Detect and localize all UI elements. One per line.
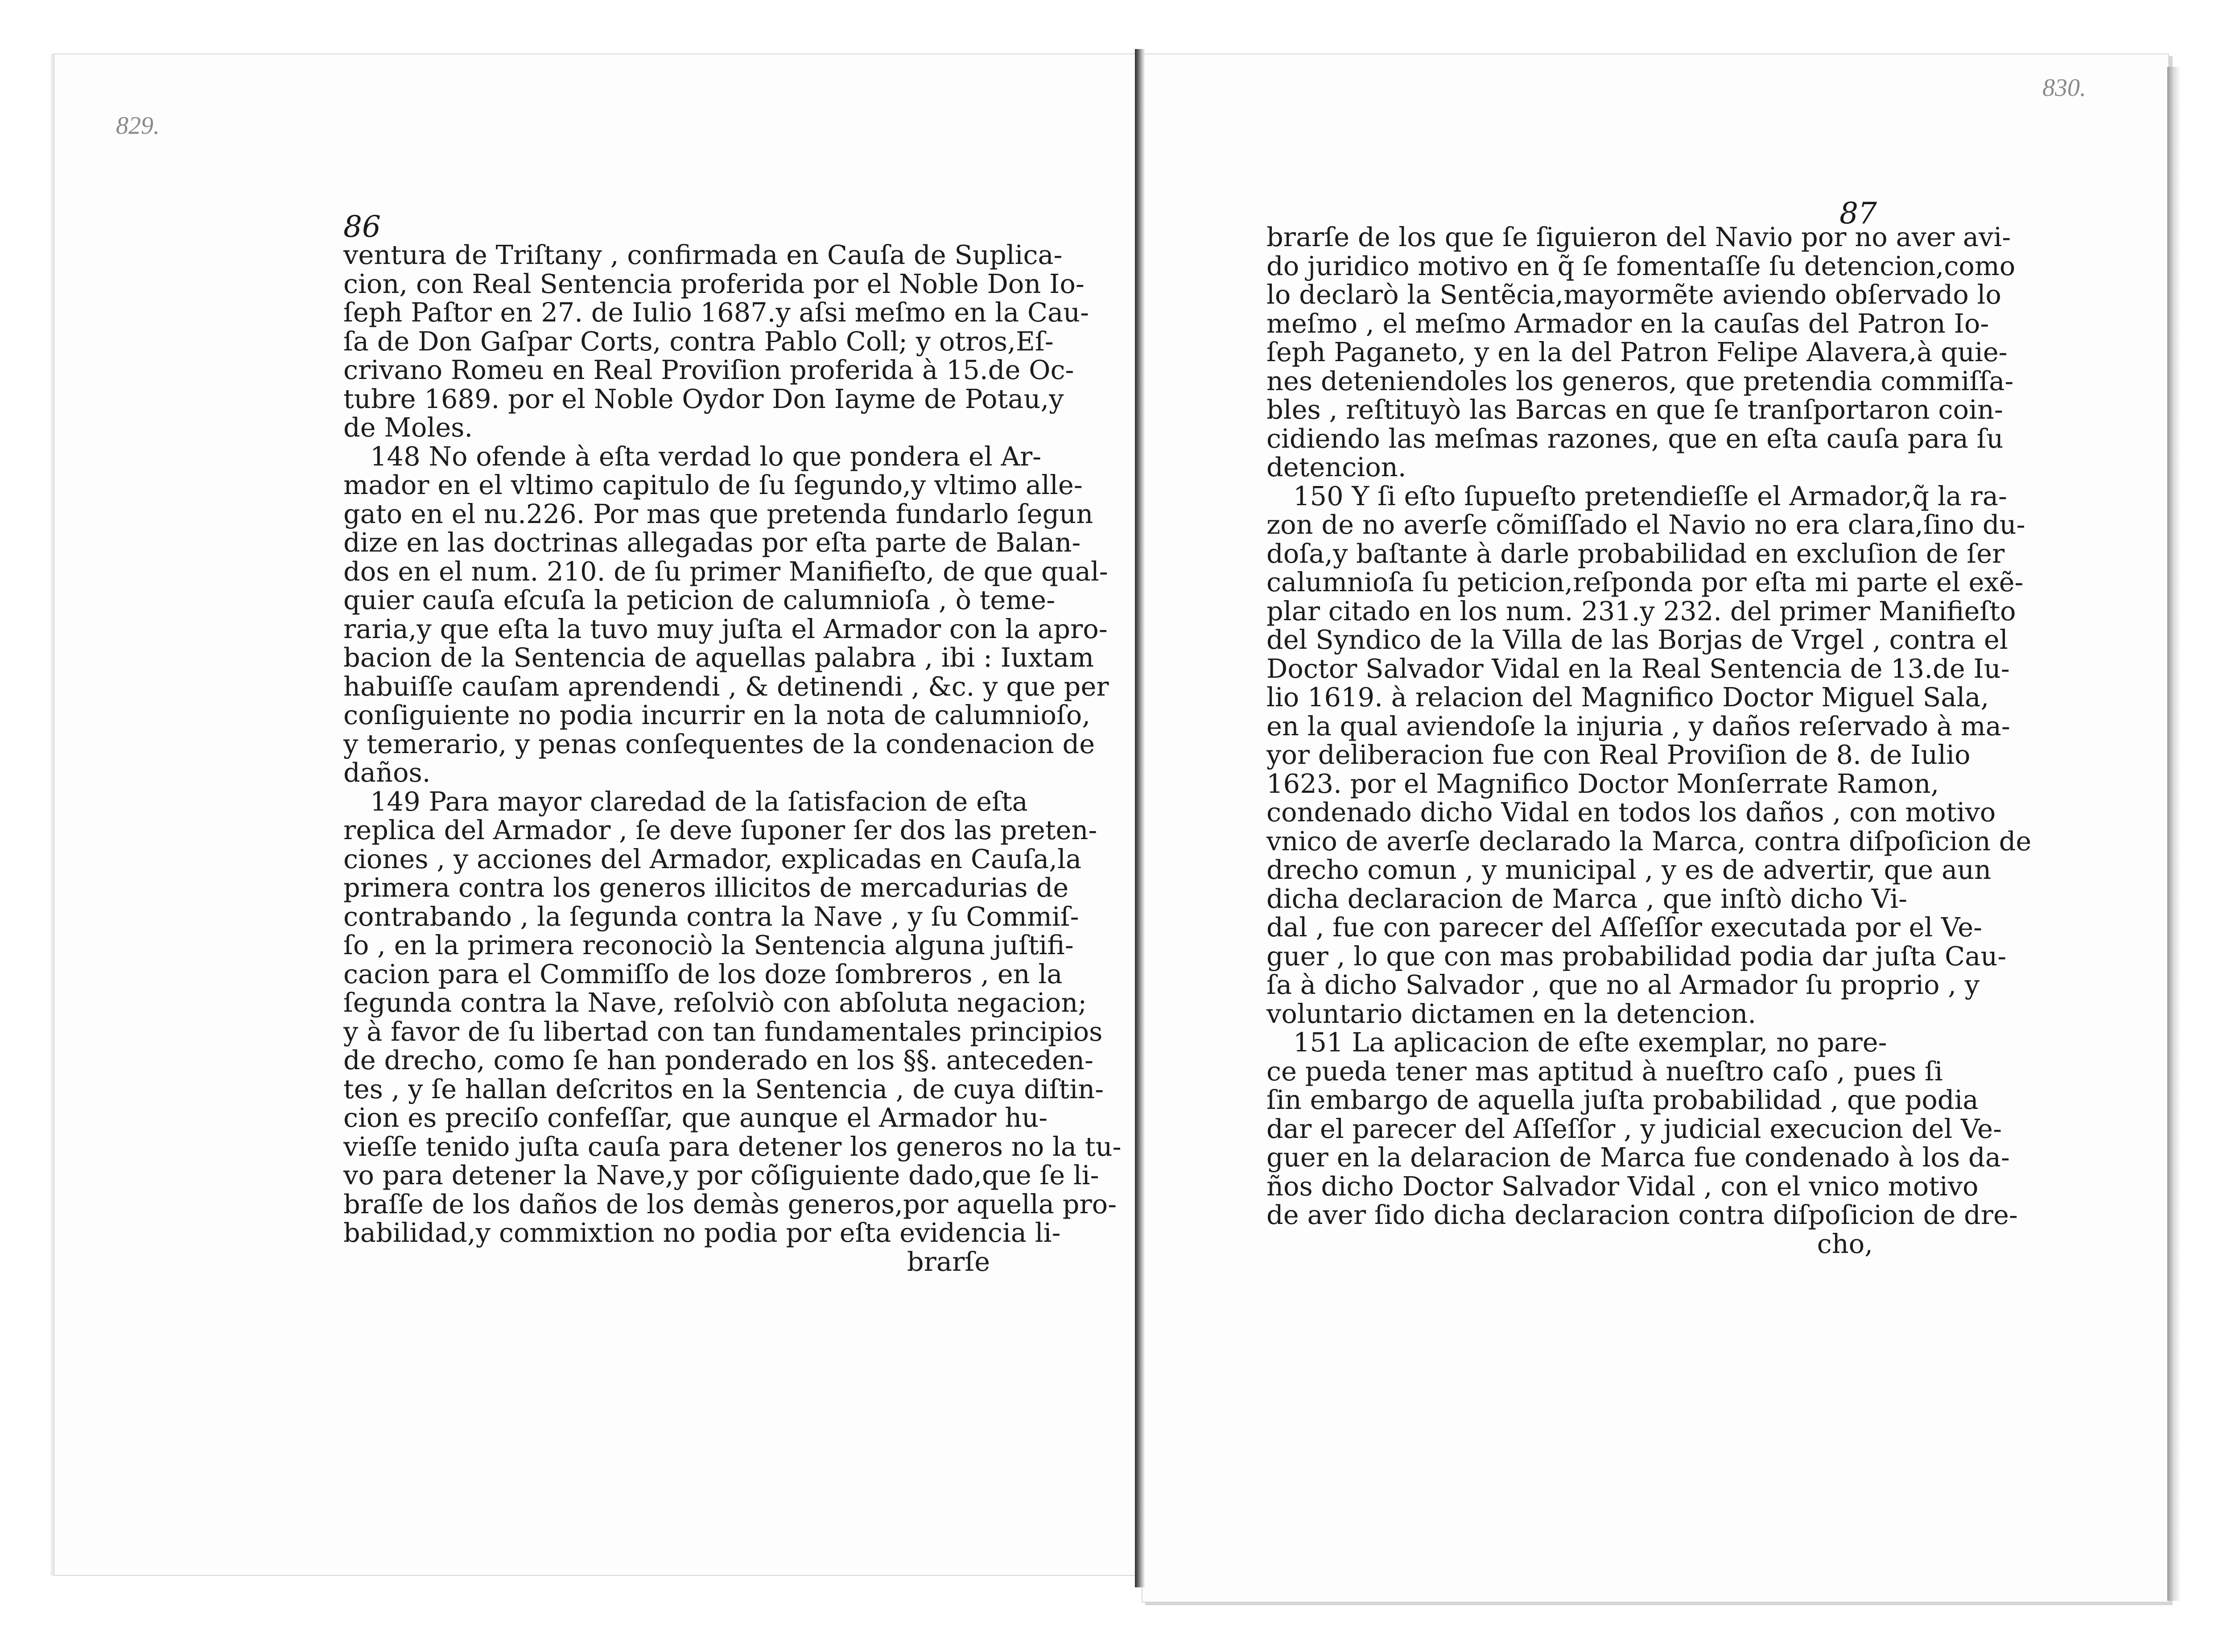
text-line: ſin embargo de aquella juſta probabilidad , que podia <box>1266 1084 1979 1115</box>
text-line: bles , reſtituyò las Barcas en que ſe tranſportaron coin- <box>1266 394 2003 425</box>
text-line: bacion de la Sentencia de aquellas palabra , ibi : Iuxtam <box>343 642 1094 673</box>
text-line: cion, con Real Sentencia proferida por el Noble Don Io- <box>343 268 1085 299</box>
text-line: 149 Para mayor claredad de la ſatisfacion de eſta <box>370 786 1028 817</box>
text-line: cidiendo las meſmas razones, que en eſta cauſa para ſu <box>1266 423 2004 454</box>
text-line: habuiſſe cauſam aprendendi , & detinendi , &c. y que per <box>343 671 1109 702</box>
catchword: cho, <box>1817 1228 1873 1259</box>
text-line: cion es preciſo confeſſar, que aunque el Armador hu- <box>343 1102 1048 1133</box>
text-line: daños. <box>343 757 431 788</box>
text-line: lo declarò la Sentẽcia,mayormẽte aviendo obſervado lo <box>1266 279 2001 310</box>
text-line: ſa de Don Gaſpar Corts, contra Pablo Coll; y otros,Eſ- <box>343 325 1054 357</box>
text-line: 148 No ofende à eſta verdad lo que pondera el Ar- <box>370 441 1042 472</box>
text-line: dos en el num. 210. de ſu primer Manifieſto, de que qual- <box>343 556 1108 587</box>
text-line: doſa,y baſtante à darle probabilidad en excluſion de ſer <box>1266 538 2005 569</box>
text-line: mador en el vltimo capitulo de ſu ſegundo,y vltimo alle- <box>343 470 1083 500</box>
text-line: primera contra los generos illicitos de mercadurias de <box>343 872 1069 903</box>
text-line: de Moles. <box>343 412 473 443</box>
text-line: vieſſe tenido juſta cauſa para detener los generos no la tu- <box>343 1131 1122 1162</box>
text-line: detencion. <box>1266 452 1406 482</box>
text-line: ce pueda tener mas aptitud à nueſtro caſo , pues ſi <box>1266 1055 1943 1087</box>
page-number-right: 87 <box>1839 196 1877 231</box>
text-line: condenado dicho Vidal en todos los daños , con motivo <box>1266 797 1996 828</box>
text-line: dicha declaracion de Marca , que inſtò dicho Vi- <box>1266 883 1908 914</box>
text-line: 150 Y ſi eſto ſupueſto pretendieſſe el Armador,q̃ la ra- <box>1293 480 2007 511</box>
text-line: dize en las doctrinas allegadas por eſta parte de Balan- <box>343 527 1081 558</box>
page-edge-shadow <box>2167 67 2181 1601</box>
text-line: y à favor de ſu libertad con tan fundamentales principios <box>343 1016 1103 1047</box>
text-line: y temerario, y penas conſequentes de la condenacion de <box>343 728 1095 759</box>
text-line: de drecho, como ſe han ponderado en los §§. anteceden- <box>343 1045 1093 1075</box>
text-line: conſiguiente no podia incurrir en la nota de calumnioſo, <box>343 700 1091 730</box>
text-line: 1623. por el Magnifico Doctor Monſerrate Ramon, <box>1266 768 1939 799</box>
text-line: babilidad,y commixtion no podia por eſta evidencia li- <box>343 1217 1061 1248</box>
text-line: dar el parecer del Aſſeſſor , y judicial execucion del Ve- <box>1266 1113 2002 1144</box>
text-line: guer , lo que con mas probabilidad podia dar juſta Cau- <box>1266 940 2007 972</box>
text-line: ſegunda contra la Nave, reſolviò con abſoluta negacion; <box>343 987 1087 1018</box>
text-line: brarſe de los que ſe ſiguieron del Navio por no aver avi- <box>1266 222 2011 252</box>
text-line: ſo , en la primera reconociò la Sentencia alguna juſtifi- <box>343 930 1074 960</box>
text-line: plar citado en los num. 231.y 232. del primer Manifieſto <box>1266 595 2016 626</box>
text-line: vnico de averſe declarado la Marca, contra diſpoſicion de <box>1266 825 2032 857</box>
text-line: de aver ſido dicha declaracion contra diſpoſicion de dre- <box>1266 1199 2018 1230</box>
text-line: ños dicho Doctor Salvador Vidal , con el vnico motivo <box>1266 1170 1979 1202</box>
text-line: lio 1619. à relacion del Magnifico Doctor Miguel Sala, <box>1266 682 1989 713</box>
text-line: ſa à dicho Salvador , que no al Armador ſu proprio , y <box>1266 969 1980 1000</box>
text-line: meſmo , el meſmo Armador en la cauſas del Patron Io- <box>1266 308 1989 339</box>
text-line: guer en la delaracion de Marca fue condenado à los da- <box>1266 1142 2010 1173</box>
text-line: ſeph Paſtor en 27. de Iulio 1687.y aſsi meſmo en la Cau- <box>343 297 1089 328</box>
catchword: brarſe <box>907 1246 990 1277</box>
page-number-left: 86 <box>343 210 381 244</box>
text-line: vo para detener la Nave,y por cõſiguiente dado,que ſe li- <box>343 1160 1099 1191</box>
text-line: cacion para el Commiſſo de los doze ſombreros , en la <box>343 958 1063 989</box>
text-line: Doctor Salvador Vidal en la Real Sentencia de 13.de Iu- <box>1266 653 2010 684</box>
text-line: yor deliberacion fue con Real Proviſion de 8. de Iulio <box>1266 739 1971 770</box>
text-line: tubre 1689. por el Noble Oydor Don Iayme de Potau,y <box>343 383 1064 414</box>
text-line: contrabando , la ſegunda contra la Nave , y ſu Commiſ- <box>343 901 1079 932</box>
text-line: dal , fue con parecer del Aſſeſſor executada por el Ve- <box>1266 912 1983 943</box>
text-line: del Syndico de la Villa de las Borjas de Vrgel , contra el <box>1266 624 2008 655</box>
book-gutter <box>1135 49 1145 1587</box>
text-line: nes deteniendoles los generos, que pretendia commiſſa- <box>1266 365 2014 396</box>
text-line: crivano Romeu en Real Proviſion proferida à 15.de Oc- <box>343 354 1074 385</box>
folio-mark-left: 829. <box>116 112 160 140</box>
text-line: tes , y ſe hallan deſcritos en la Sentencia , de cuya diſtin- <box>343 1073 1104 1104</box>
text-line: zon de no averſe cõmiſſado el Navio no era clara,ſino du- <box>1266 509 2025 540</box>
folio-mark-right: 830. <box>2042 74 2086 102</box>
text-line: quier cauſa eſcuſa la peticion de calumnioſa , ò teme- <box>343 585 1056 615</box>
text-line: gato en el nu.226. Por mas que pretenda fundarlo ſegun <box>343 498 1093 529</box>
text-line: drecho comun , y municipal , y es de advertir, que aun <box>1266 854 1992 885</box>
right-text-column <box>1266 222 2032 1259</box>
text-line: ciones , y acciones del Armador, explicadas en Cauſa,la <box>343 843 1082 874</box>
text-line: replica del Armador , ſe deve ſuponer ſer dos las preten- <box>343 815 1097 845</box>
text-line: ventura de Triſtany , confirmada en Cauſa de Suplica- <box>343 239 1063 270</box>
left-text-column <box>343 239 1122 1277</box>
text-line: 151 La aplicacion de eſte exemplar, no pare- <box>1293 1027 1887 1058</box>
text-line: voluntario dictamen en la detencion. <box>1266 998 1757 1029</box>
text-line: braſſe de los daños de los demàs generos,por aquella pro- <box>343 1188 1117 1219</box>
text-line: ſeph Paganeto, y en la del Patron Felipe Alavera,à quie- <box>1266 337 2008 367</box>
text-line: calumnioſa ſu peticion,reſponda por eſta mi parte el exẽ- <box>1266 567 2024 597</box>
text-line: do juridico motivo en q̃ ſe fomentaſſe ſu detencion,como <box>1266 250 2016 281</box>
text-line: en la qual aviendoſe la injuria , y daños reſervado à ma- <box>1266 710 2010 742</box>
text-line: raria,y que eſta la tuvo muy juſta el Armador con la apro- <box>343 613 1108 644</box>
